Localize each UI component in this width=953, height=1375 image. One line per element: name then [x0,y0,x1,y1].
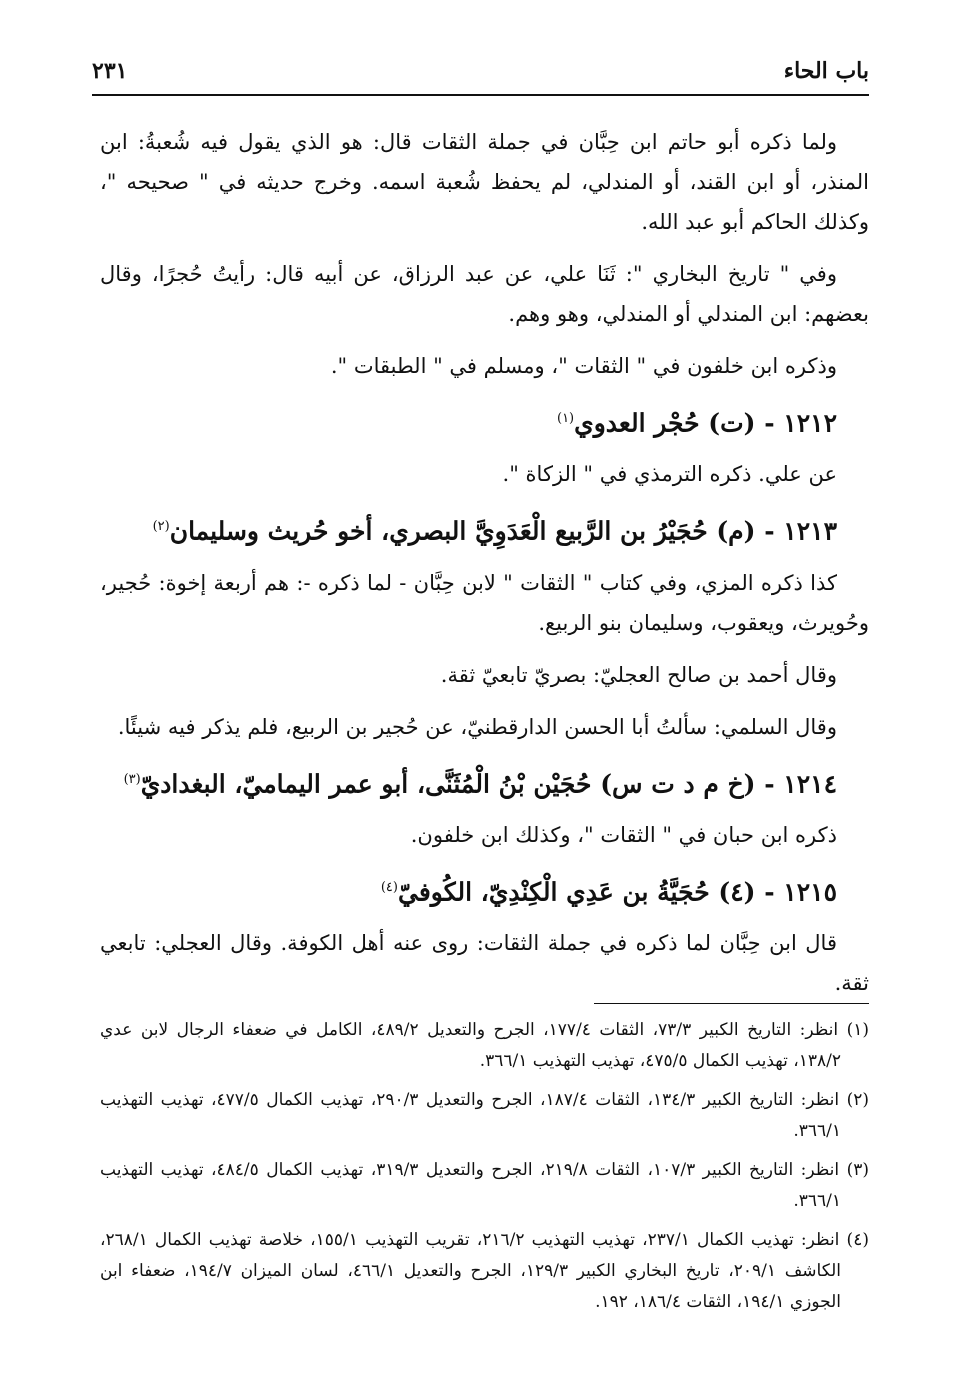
entry-title: ١٢١٥ - (٤) حُجَيَّةُ بن عَدِي الْكِنْدِيّ، الكُوفيّ [397,877,837,907]
chapter-title: باب الحاء [783,58,869,84]
footnote: (١) انظر: التاريخ الكبير ٧٣/٣، الثقات ١٧٧/٤، الجرح والتعديل ٤٨٩/٢، الكامل في ضعفاء الرجال لابن عدي ١٣٨/٢، تهذيب الكمال ٤٧٥/٥، تهذيب التهذيب ٣٦٦/١. [100,1020,869,1071]
entry-title: ١٢١٢ - (ت) حُجْر العدوي [574,408,837,438]
running-header [92,58,869,90]
entry-heading [100,398,837,444]
entry-title: ١٢١٤ - (خ م د ت س) حُجَيْن بْنُ الْمُثَنَّى، أبو عمر اليماميّ، البغداديّ [140,768,837,798]
paragraph: عن علي. ذكره الترمذي في " الزكاة ". [502,462,837,487]
footnote: (٣) انظر: التاريخ الكبير ١٠٧/٣، الثقات ٢١٩/٨، الجرح والتعديل ٣١٩/٣، تهذيب الكمال ٤٨٤/٥، تهذيب التهذيب ٣٦٦/١. [100,1160,870,1211]
paragraph: وقال أحمد بن صالح العجليّ: بصريّ تابعيّ ثقة. [440,662,837,687]
entry-heading [100,759,837,805]
footnote-ref: (٤) [380,879,398,895]
main-text [100,122,869,1015]
footnote-ref: (٣) [123,771,141,787]
paragraph: ولما ذكره أبو حاتم ابن حِبَّان في جملة الثقات قال: هو الذي يقول فيه شُعبةُ: ابن المنذر، أو ابن القند، أو المندلي، لم يحفظ شُعبة اسمه. وخرج حديثه في " صحيحه "، وكذلك الحاكم أبو عبد الله. [100,130,869,234]
paragraph: وفي " تاريخ البخاري ": ثَنَا علي، عن عبد الرزاق، عن أبيه قال: رأيتُ حُجرًا، وقال بعضهم: ابن المندلي أو المندلي، وهو وهم. [100,262,869,326]
paragraph: وذكره ابن خلفون في " الثقات "، ومسلم في " الطبقات ". [330,354,837,378]
footnote-ref: (١) [556,411,575,426]
entry-title: ١٢١٣ - (م) حُجَيْرُ بن الرَّبيع الْعَدَوِيَّ البصري، أخو حُريث وسليمان [169,516,837,546]
header-divider [92,94,869,96]
footnotes [100,1015,869,1326]
footnote-ref: (٢) [152,519,170,535]
footnote: (٤) انظر: تهذيب الكمال ٢٣٧/١، تهذيب التهذيب ٢١٦/٢، تقريب التهذيب ١٥٥/١، خلاصة تهذيب الكمال ٢٦٨/١، الكاشف ٢٠٩/١، تاريخ البخاري الكبير ١٢٩/٣، الجرح والتعديل ٤٦٦/١، لسان الميزان ١٩٤/٧، ضعفاء ابن الجوزي ١٩٤/١، الثقات ١٨٦/٤، ١٩٢. [100,1230,869,1312]
paragraph: قال ابن حِبَّان لما ذكره في جملة الثقات: روى عنه أهل الكوفة. وقال العجلي: تابعي ثقة. [100,931,869,996]
paragraph: ذكره ابن حبان في " الثقات "، وكذلك ابن خلفون. [410,822,837,847]
paragraph: وقال السلمي: سألتُ أبا الحسن الدارقطنيّ، عن حُجير بن الربيع، فلم يذكر فيه شيئًا. [117,714,837,739]
entry-heading [100,867,837,913]
footnote: (٢) انظر: التاريخ الكبير ١٣٤/٣، الثقات ١٨٧/٤، الجرح والتعديل ٢٩٠/٣، تهذيب الكمال ٤٧٧/٥، تهذيب التهذيب ٣٦٦/١. [100,1090,870,1141]
entry-heading [100,506,837,552]
paragraph: كذا ذكره المزي، وفي كتاب " الثقات " لابن حِبَّان - لما ذكره -: هم أربعة إخوة: حُجير، وحُويرث، ويعقوب، وسليمان بنو الربيع. [100,570,869,635]
footnote-divider [594,1003,869,1004]
page-number: ٢٣١ [92,58,128,84]
